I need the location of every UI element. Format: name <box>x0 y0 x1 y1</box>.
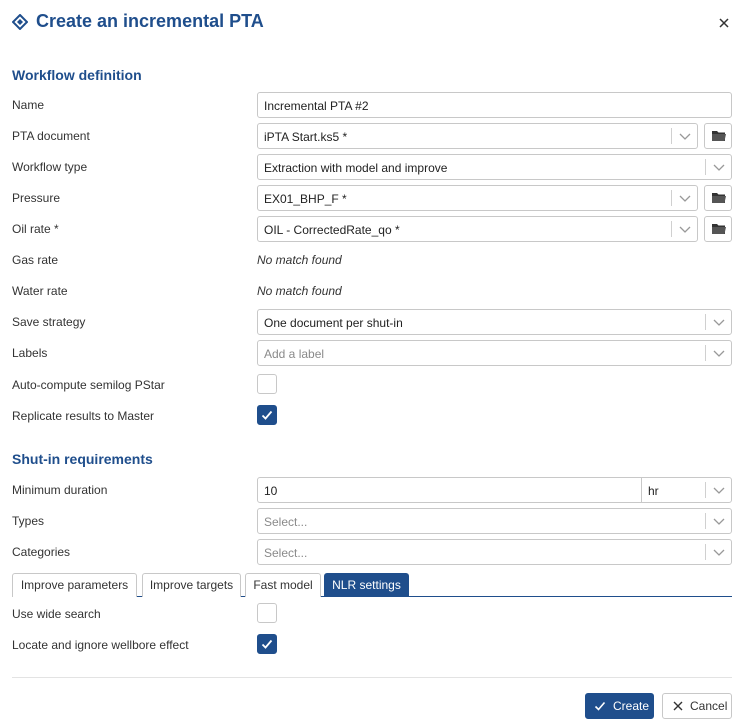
categories-label: Categories <box>12 545 71 559</box>
pta-document-browse-button[interactable] <box>704 123 732 149</box>
folder-icon <box>711 222 727 236</box>
chevron-down-icon[interactable] <box>711 544 727 560</box>
wide-search-checkbox[interactable] <box>257 603 277 623</box>
replicate-label: Replicate results to Master <box>12 409 155 423</box>
replicate-checkbox[interactable] <box>257 405 277 425</box>
pta-document-select[interactable] <box>257 123 698 149</box>
workflow-section-title: Workflow definition <box>12 67 142 83</box>
save-strategy-select[interactable] <box>257 309 732 335</box>
chevron-down-icon[interactable] <box>677 221 693 237</box>
min-duration-input[interactable] <box>257 477 642 503</box>
create-button-label: Create <box>613 699 650 713</box>
workflow-type-value: Extraction with model and improve <box>264 161 448 175</box>
chevron-down-icon[interactable] <box>677 190 693 206</box>
tab-improve-parameters[interactable]: Improve parameters <box>12 573 137 597</box>
gas-rate-value: No match found <box>257 253 342 267</box>
oil-rate-value: OIL - CorrectedRate_qo * <box>264 223 400 237</box>
pressure-label: Pressure <box>12 191 61 205</box>
wide-search-label: Use wide search <box>12 607 101 621</box>
chevron-down-icon[interactable] <box>677 128 693 144</box>
select-separator <box>671 128 672 144</box>
select-separator <box>671 190 672 206</box>
labels-select[interactable] <box>257 340 732 366</box>
settings-tabs <box>12 573 732 597</box>
duration-unit-select[interactable] <box>641 477 732 503</box>
water-rate-value: No match found <box>257 284 342 298</box>
cancel-button-label: Cancel <box>690 699 728 713</box>
categories-select[interactable] <box>257 539 732 565</box>
name-label: Name <box>12 98 45 112</box>
folder-icon <box>711 129 727 143</box>
pressure-select[interactable] <box>257 185 698 211</box>
chevron-down-icon[interactable] <box>711 513 727 529</box>
shutin-section-title: Shut-in requirements <box>12 451 153 467</box>
select-separator <box>705 314 706 330</box>
oil-rate-label: Oil rate * <box>12 222 59 236</box>
wellbore-label: Locate and ignore wellbore effect <box>12 638 189 652</box>
wellbore-checkbox[interactable] <box>257 634 277 654</box>
min-duration-label: Minimum duration <box>12 483 108 497</box>
checkmark-icon <box>594 700 606 712</box>
pressure-value: EX01_BHP_F * <box>264 192 347 206</box>
diamond-logo-icon <box>12 14 28 30</box>
oil-rate-select[interactable] <box>257 216 698 242</box>
dialog-title: Create an incremental PTA <box>36 11 264 31</box>
name-value: Incremental PTA #2 <box>264 99 369 113</box>
pta-document-value: iPTA Start.ks5 * <box>264 130 348 144</box>
chevron-down-icon[interactable] <box>711 345 727 361</box>
workflow-type-label: Workflow type <box>12 160 88 174</box>
close-icon <box>672 700 684 712</box>
oil-rate-browse-button[interactable] <box>704 216 732 242</box>
select-separator <box>705 159 706 175</box>
close-icon[interactable] <box>714 13 734 33</box>
tab-fast-model[interactable]: Fast model <box>245 573 321 597</box>
folder-icon <box>711 191 727 205</box>
min-duration-value: 10 <box>264 484 278 498</box>
auto-compute-checkbox[interactable] <box>257 374 277 394</box>
name-input[interactable] <box>257 92 732 118</box>
save-strategy-label: Save strategy <box>12 315 86 329</box>
cancel-button[interactable] <box>662 693 732 719</box>
auto-compute-label: Auto-compute semilog PStar <box>12 378 165 392</box>
chevron-down-icon[interactable] <box>711 314 727 330</box>
footer-divider <box>12 677 732 678</box>
workflow-type-select[interactable] <box>257 154 732 180</box>
types-select[interactable] <box>257 508 732 534</box>
categories-placeholder: Select... <box>264 546 308 560</box>
duration-unit-value: hr <box>648 484 659 498</box>
select-separator <box>705 482 706 498</box>
select-separator <box>705 345 706 361</box>
types-placeholder: Select... <box>264 515 308 529</box>
types-label: Types <box>12 514 45 528</box>
select-separator <box>705 544 706 560</box>
checkmark-icon <box>261 638 273 650</box>
chevron-down-icon[interactable] <box>711 482 727 498</box>
labels-placeholder: Add a label <box>264 347 325 361</box>
select-separator <box>671 221 672 237</box>
water-rate-label: Water rate <box>12 284 68 298</box>
gas-rate-label: Gas rate <box>12 253 59 267</box>
select-separator <box>705 513 706 529</box>
dialog-titlebar <box>0 0 744 44</box>
tab-improve-targets[interactable]: Improve targets <box>142 573 241 597</box>
save-strategy-value: One document per shut-in <box>264 316 403 330</box>
chevron-down-icon[interactable] <box>711 159 727 175</box>
create-button[interactable] <box>585 693 654 719</box>
pressure-browse-button[interactable] <box>704 185 732 211</box>
labels-label: Labels <box>12 346 48 360</box>
tab-nlr-settings[interactable]: NLR settings <box>324 573 409 597</box>
checkmark-icon <box>261 409 273 421</box>
pta-document-label: PTA document <box>12 129 90 143</box>
